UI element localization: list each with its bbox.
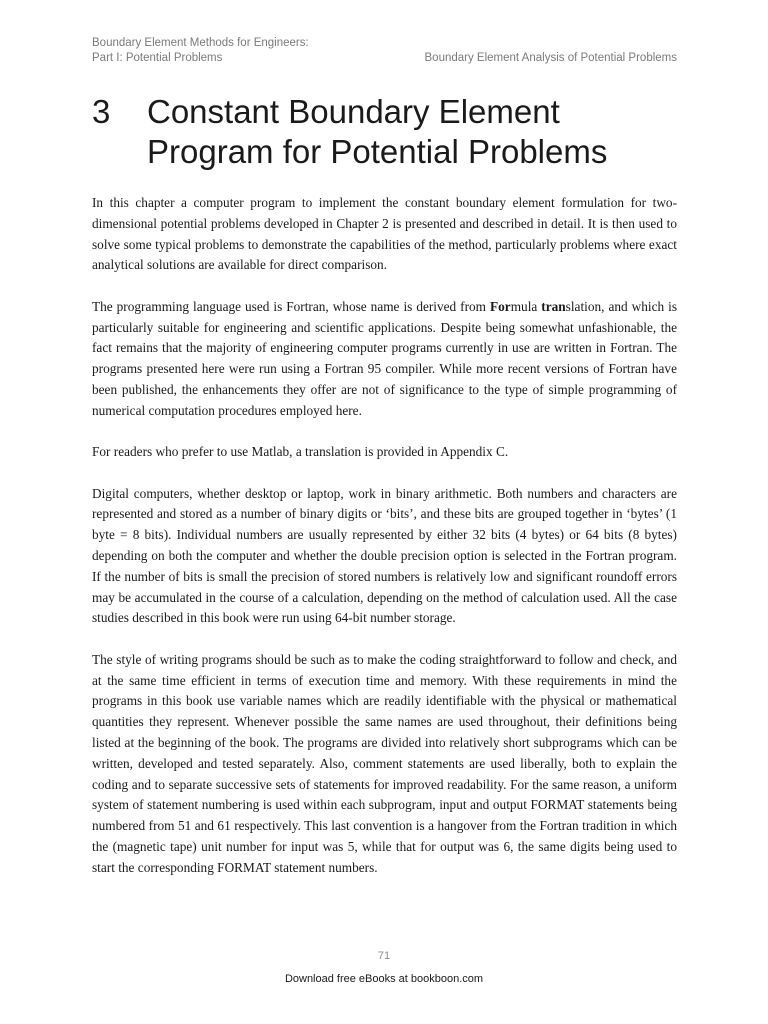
header-section: Boundary Element Analysis of Potential Problems [424,52,677,64]
paragraph-1: In this chapter a computer program to implement the constant boundary element formulation for two-dimensional potential problems developed in Chapter 2 is presented and described in detail. It is then used to solve some typical problems to demonstrate the capabilities of the method, particularly problems where exact analytical solutions are available for direct comparison. [92,195,677,273]
header-part: Part I: Potential Problems [92,52,223,64]
chapter-title-line-1: Constant Boundary Element [147,93,560,130]
paragraph-2-part-b: mula [510,298,542,314]
chapter-number: 3 [92,93,111,130]
paragraph-2-part-a: The programming language used is Fortran, whose name is derived from [92,298,491,314]
paragraph-4: Digital computers, whether desktop or laptop, work in binary arithmetic. Both numbers and characters are represented and stored as a number of binary digits or ‘bits’, and these bits are grouped together in ‘bytes’ (1 byte = 8 bits). Individual numbers are usually represented by either 32 bits (4 bytes) or 64 bits (8 bytes) depending on both the computer and whether the double precision option is selected in the Fortran program. If the number of bits is small the precision of stored numbers is relatively low and significant roundoff errors may be accumulated in the course of a calculation, depending on the method of calculation used. All the case studies described in this book were run using 64-bit number storage. [92,485,677,626]
paragraph-5: The style of writing programs should be such as to make the coding straightforward to follow and check, and at the same time efficient in terms of execution time and memory. With these requirements in mind the programs in this book use variable names which are readily identifiable with the physical or mathematical quantities they represent. Whenever possible the same names are used throughout, their definitions being listed at the beginning of the book. The programs are divided into relatively short subprograms which can be written, developed and tested separately. Also, comment statements are used liberally, both to explain the coding and to separate successive sets of statements for improved readability. For the same reason, a uniform system of statement numbering is used within each subprogram, input and output FORMAT statements being numbered from 51 and 61 respectively. This last convention is a hangover from the Fortran tradition in which the (magnetic tape) unit number for input was 5, while that for output was 6, the same digits being used to start the corresponding FORMAT statement numbers. [92,651,677,875]
paragraph-3: For readers who prefer to use Matlab, a translation is provided in Appendix C. [92,444,509,460]
paragraph-2-part-c: slation, and which is particularly suitable for engineering and scientific applications. Despite being somewhat unfashionable, the fact remains that the majority of engineering computer programs currently in use are written in Fortran. The programs presented here were run using a Fortran 95 compiler. While more recent versions of Fortran have been published, the enhancements they offer are not of significance to the type of simple programming of numerical computation procedures employed here. [92,298,677,418]
page-number: 71 [377,950,391,962]
paragraph-2 [92,297,677,422]
paragraph-2-bold-tran: tran [541,298,566,314]
chapter-heading [92,92,692,172]
header-left [92,36,309,66]
body-text [92,193,677,899]
chapter-title [147,92,692,172]
footer-download-link[interactable]: Download free eBooks at bookboon.com [284,973,484,985]
header-book-title: Boundary Element Methods for Engineers: [92,37,309,49]
chapter-title-line-2: Program for Potential Problems [147,133,608,170]
paragraph-2-bold-for: For [490,298,511,314]
